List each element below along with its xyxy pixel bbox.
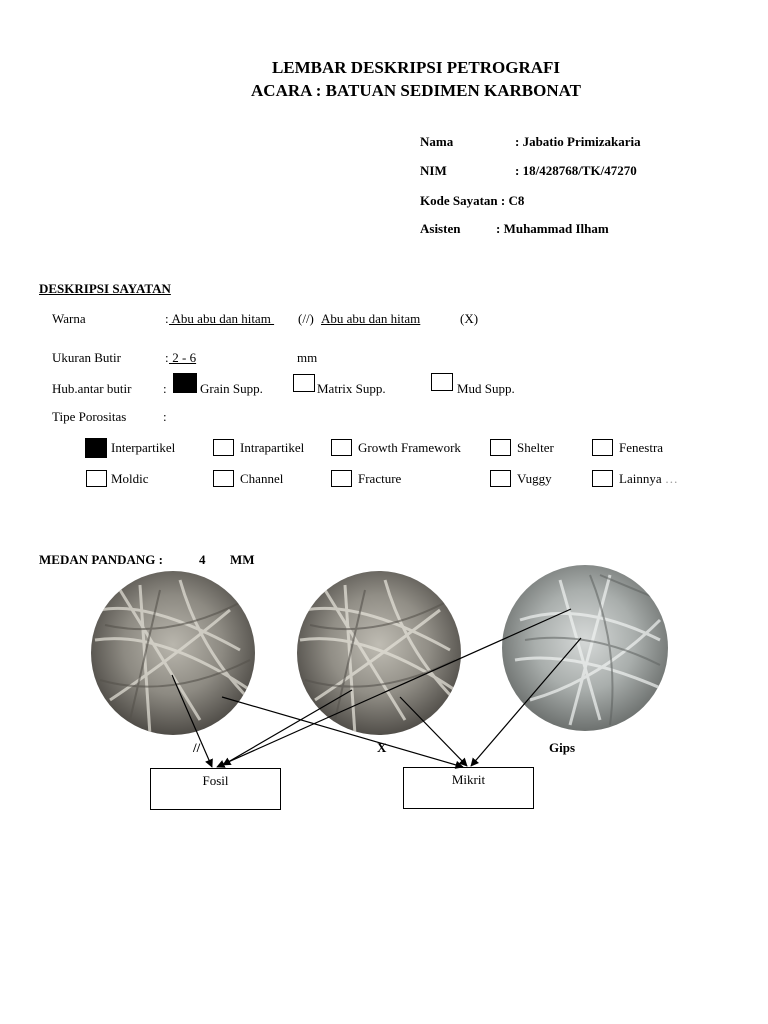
warna-xpl-mode: (X)	[460, 311, 479, 326]
vuggy-label: Vuggy	[517, 471, 552, 486]
gips-micrograph	[502, 565, 668, 731]
warna-label: Warna	[52, 311, 86, 326]
section-title: DESKRIPSI SAYATAN	[39, 281, 171, 296]
xpl-label: X	[377, 740, 387, 755]
nama-label: Nama	[420, 134, 454, 149]
fenestra-label: Fenestra	[619, 440, 664, 455]
warna-ppl-value: Abu abu dan hitam	[169, 311, 275, 326]
ukuran-value: 2 - 6	[169, 350, 197, 365]
nama-value: : Jabatio Primizakaria	[515, 134, 641, 149]
asisten-label: Asisten	[420, 221, 461, 236]
page-title: LEMBAR DESKRIPSI PETROGRAFI	[271, 58, 561, 77]
shelter-label: Shelter	[517, 440, 554, 455]
intrapartikel-label: Intrapartikel	[240, 440, 305, 455]
fosil-box	[150, 768, 281, 810]
ukuran-unit: mm	[297, 350, 318, 365]
kode-sayatan: Kode Sayatan : C8	[420, 193, 525, 208]
ukuran-colon: :	[165, 350, 169, 365]
matrix-supp-label: Matrix Supp.	[317, 381, 386, 396]
lainnya-text: Lainnya	[619, 471, 662, 486]
grain-supp-label: Grain Supp.	[200, 381, 263, 396]
mud-supp-label: Mud Supp.	[457, 381, 515, 396]
porositas-label: Tipe Porositas	[52, 409, 127, 424]
gips-label: Gips	[549, 740, 576, 755]
ukuran-label: Ukuran Butir	[52, 350, 121, 365]
warna-xpl-value: Abu abu dan hitam	[321, 311, 421, 326]
moldic-label: Moldic	[111, 471, 149, 486]
mikrit-label: Mikrit	[451, 772, 486, 787]
mikrit-box	[403, 767, 534, 809]
warna-ppl-mode: (//)	[298, 311, 314, 326]
warna-colon: :	[165, 311, 169, 326]
ppl-micrograph	[91, 571, 255, 735]
page-subtitle: ACARA : BATUAN SEDIMEN KARBONAT	[251, 81, 581, 100]
hub-colon: :	[163, 381, 167, 396]
fracture-label: Fracture	[358, 471, 402, 486]
medan-pandang-label: MEDAN PANDANG :	[39, 552, 163, 567]
medan-pandang-value: 4	[199, 552, 206, 567]
asisten-value: : Muhammad Ilham	[496, 221, 609, 236]
ppl-label: //	[193, 740, 201, 755]
porositas-colon: :	[163, 409, 167, 424]
nim-label: NIM	[420, 163, 447, 178]
medan-pandang-unit: MM	[230, 552, 255, 567]
fosil-label: Fosil	[202, 773, 229, 788]
interpartikel-label: Interpartikel	[111, 440, 176, 455]
lainnya-dots: …	[664, 471, 678, 486]
xpl-micrograph	[297, 571, 461, 735]
nim-value: : 18/428768/TK/47270	[515, 163, 637, 178]
hub-label: Hub.antar butir	[52, 381, 132, 396]
growth-framework-label: Growth Framework	[358, 440, 461, 455]
channel-label: Channel	[240, 471, 284, 486]
